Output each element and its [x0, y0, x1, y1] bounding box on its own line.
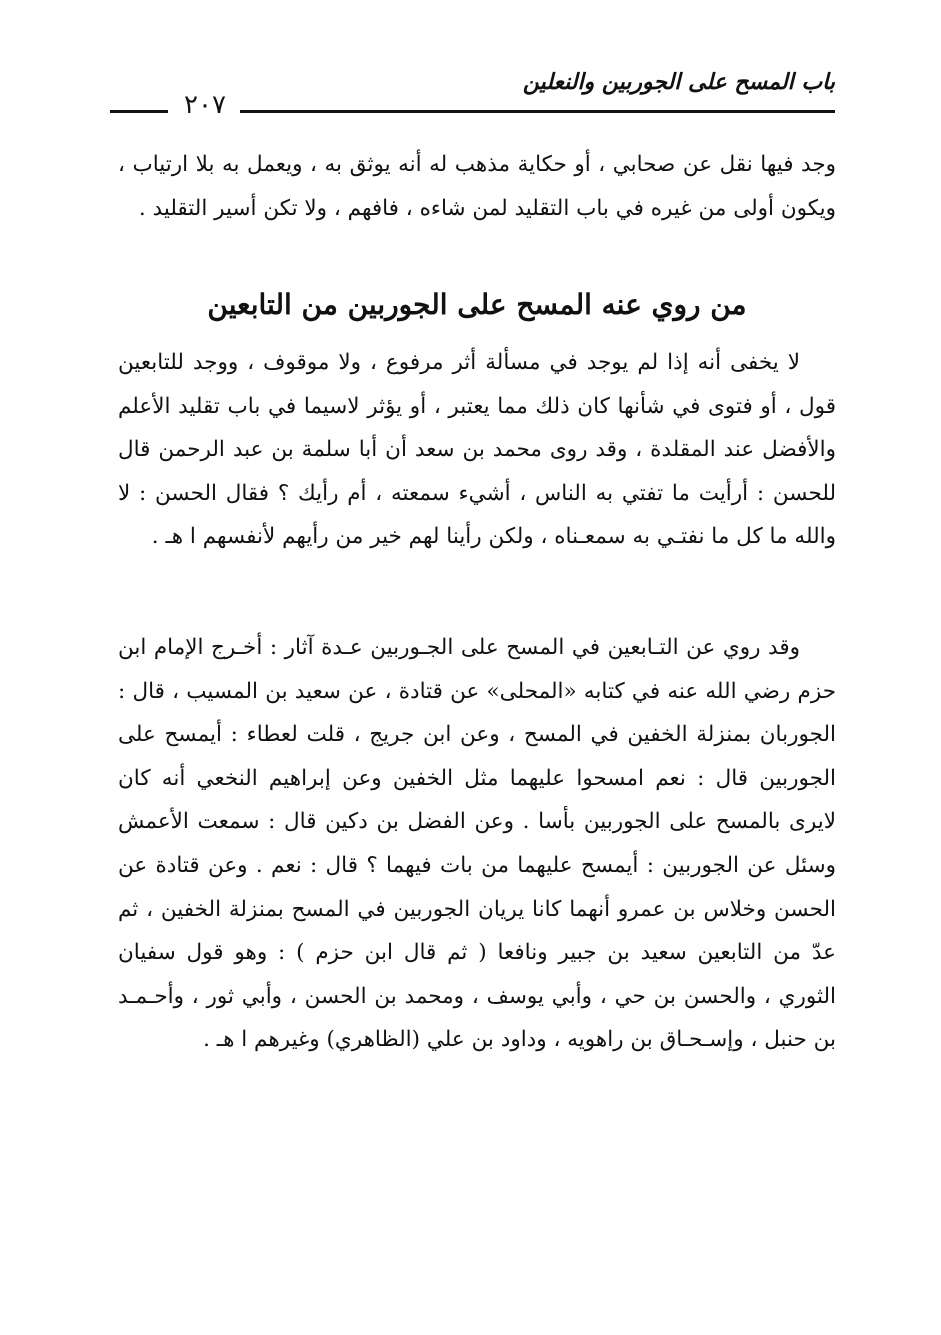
section-heading: من روي عنه المسح على الجوربين من التابعين	[207, 288, 747, 321]
intro-text	[118, 143, 836, 230]
header-rule-short	[110, 110, 168, 113]
paragraph: لا يخفى أنه إذا لم يوجد في مسألة أثر مرفوع ، ولا موقوف ، ووجد للتابعين قول ، أو فتوى في شأنها كان ذلك مما يعتبر ، أو يؤثر لاسيما في باب تقليد الأعلم والأفضل عند المقلدة ، وقد روى محمد بن سعد أن أبا سلمة بن عبد الرحمن قال للحسن : أرأيت ما تفتي به الناس ، أشيء سمعته ، أم رأيك ؟ فقال الحسن : لا والله ما كل ما نفتـي به سمعـناه ، ولكن رأينا لهم خير من رأيهم لأنفسهم ا هـ .	[118, 350, 836, 550]
page-header	[110, 62, 835, 122]
section-text-1	[118, 341, 836, 559]
page-number: ٢٠٧	[184, 90, 226, 120]
section-text-2	[118, 626, 836, 1062]
header-rule	[240, 110, 835, 113]
paragraph: وقد روي عن التـابعين في المسح على الجـوربين عـدة آثار : أخـرج الإمام ابن حزم رضي الله عنه في كتابه «المحلى» عن قتادة ، عن سعيد بن المسيب ، قال : الجوربان بمنزلة الخفين في المسح ، وعن ابن جريج ، قلت لعطاء : أيمسح على الجوربين قال : نعم امسحوا عليهما مثل الخفين وعن إبراهيم النخعي أنه كان لايرى بالمسح على الجوربين بأسا . وعن الفضل بن دكين قال : سمعت الأعمش وسئل عن الجوربين : أيمسح عليهما من بات فيهما ؟ قال : نعم . وعن قتادة عن الحسن وخلاس بن عمرو أنهما كانا يريان الجوربين في المسح بمنزلة الخفين ، ثم عدّ من التابعين سعيد بن جبير ونافعا ( ثم قال ابن حزم ) : وهو قول سفيان الثوري ، والحسن بن حي ، وأبي يوسف ، ومحمد بن الحسن ، وأبي ثور ، وأحـمـد بن حنبل ، وإسـحـاق بن راهويه ، وداود بن علي (الظاهري) وغيرهم ا هـ .	[118, 635, 836, 1053]
intro-paragraph: وجد فيها نقل عن صحابي ، أو حكاية مذهب له أنه يوثق به ، ويعمل به بلا ارتياب ، ويكون أولى من غيره في باب التقليد لمن شاءه ، فافهم ، ولا تكن أسير التقليد .	[118, 152, 836, 221]
running-title: باب المسح على الجوربين والنعلين	[522, 70, 835, 95]
